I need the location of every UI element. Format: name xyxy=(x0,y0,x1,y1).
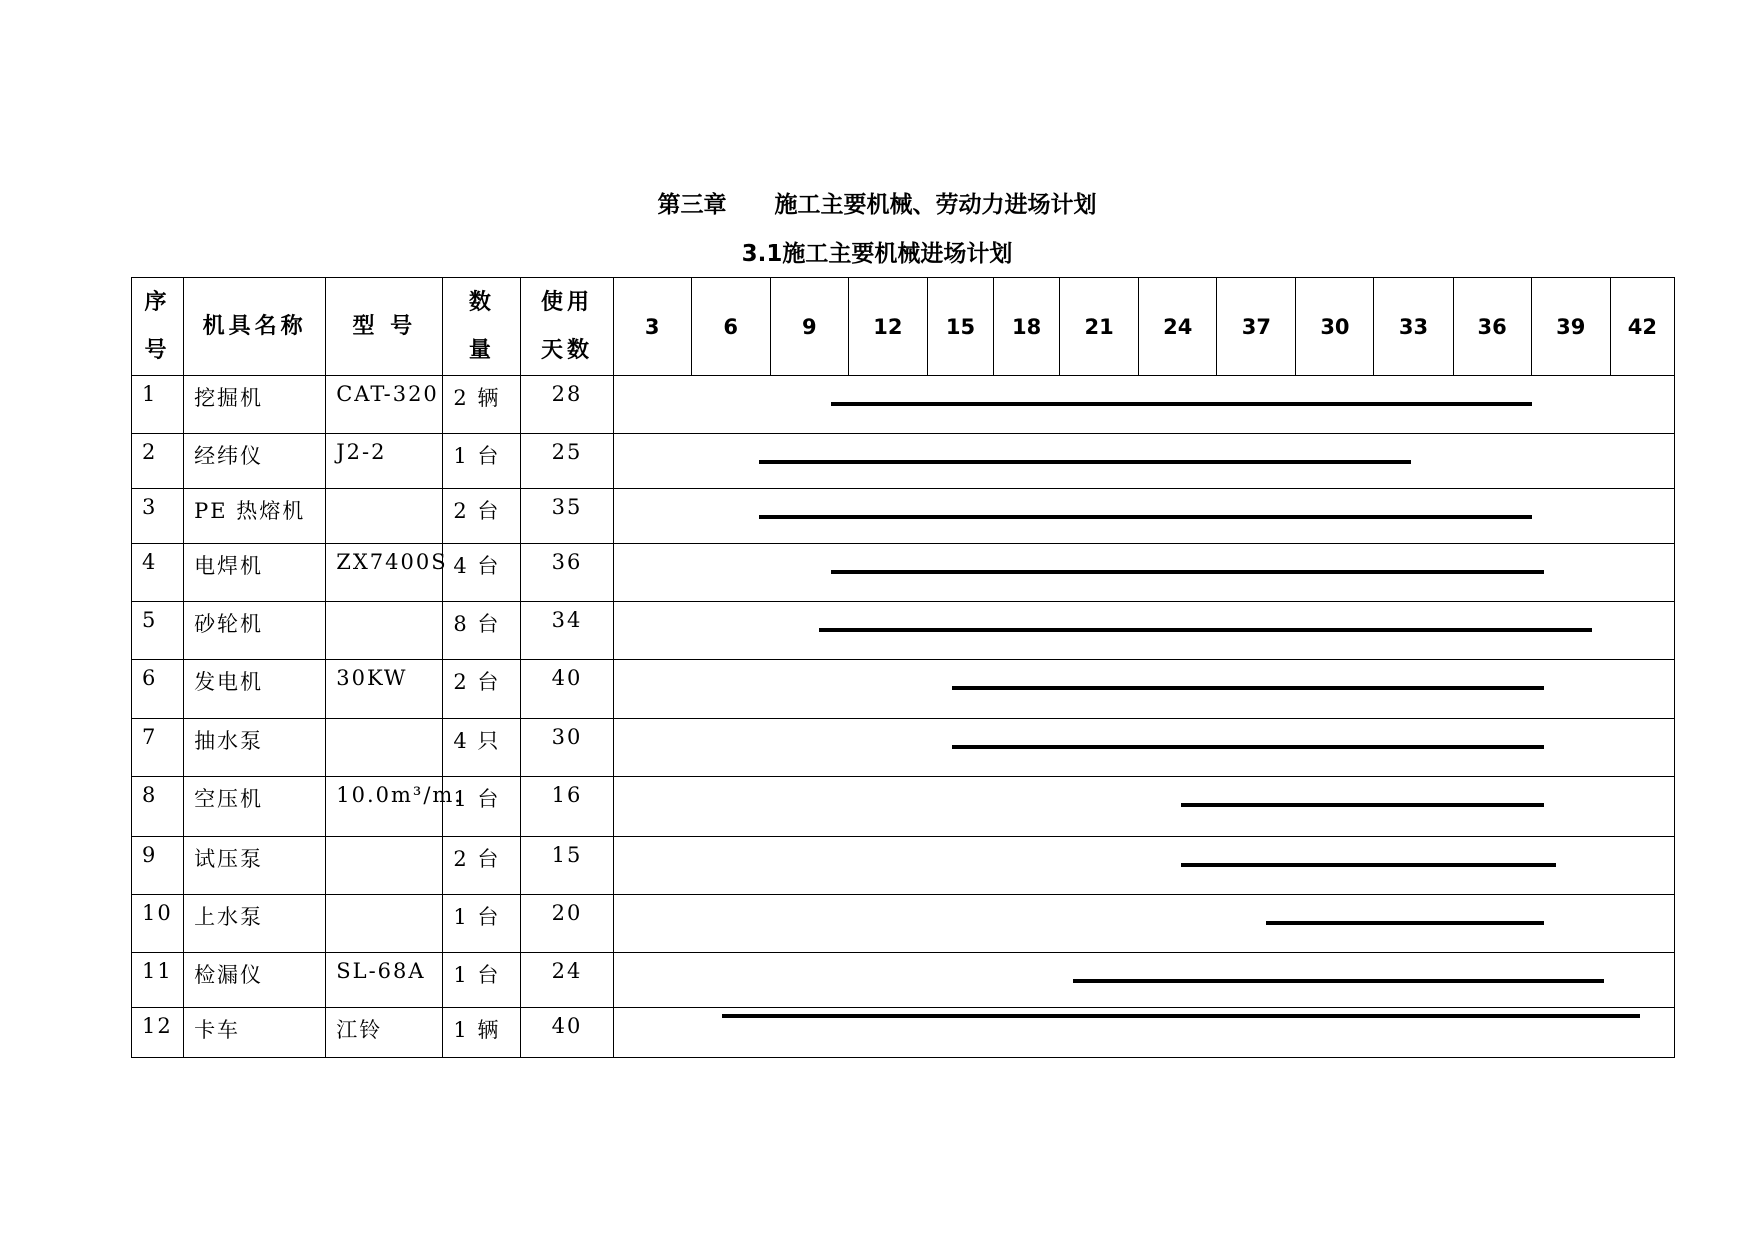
schedule-chart-cell xyxy=(613,895,1674,953)
machine-name: 挖掘机 xyxy=(184,376,326,434)
machine-name: 空压机 xyxy=(184,777,326,837)
schedule-bar xyxy=(1073,979,1605,983)
table-row xyxy=(132,837,1675,895)
machine-qty: 1 台 xyxy=(443,895,521,953)
machine-qty: 2 辆 xyxy=(443,376,521,434)
machine-model xyxy=(326,719,443,777)
day-col-header: 24 xyxy=(1139,278,1217,376)
schedule-bar xyxy=(722,1014,1640,1018)
chapter-heading: 施工主要机械、劳动力进场计划 xyxy=(774,192,1097,218)
usage-days: 34 xyxy=(521,602,613,660)
machine-name: 电焊机 xyxy=(184,544,326,602)
machine-model: 30KW xyxy=(326,660,443,719)
section-title: 3.1施工主要机械进场计划 xyxy=(741,241,1013,267)
machine-model xyxy=(326,837,443,895)
schedule-chart-cell xyxy=(613,376,1674,434)
table-row xyxy=(132,544,1675,602)
schedule-bar xyxy=(952,745,1544,749)
row-number: 10 xyxy=(132,895,184,953)
machine-model: 10.0m³/m. xyxy=(326,777,443,837)
table-row xyxy=(132,719,1675,777)
day-col-header: 15 xyxy=(927,278,993,376)
row-number: 3 xyxy=(132,489,184,544)
usage-days: 25 xyxy=(521,434,613,489)
usage-days: 40 xyxy=(521,1008,613,1058)
schedule-bar xyxy=(831,402,1532,406)
row-number: 11 xyxy=(132,953,184,1008)
usage-days: 40 xyxy=(521,660,613,719)
usage-days: 24 xyxy=(521,953,613,1008)
usage-days: 15 xyxy=(521,837,613,895)
chapter-number: 第三章 xyxy=(657,192,727,218)
machine-model xyxy=(326,602,443,660)
schedule-chart-cell xyxy=(613,602,1674,660)
header-row xyxy=(132,278,1675,376)
schedule-chart-cell xyxy=(613,777,1674,837)
machine-name: 砂轮机 xyxy=(184,602,326,660)
usage-days: 16 xyxy=(521,777,613,837)
schedule-chart-cell xyxy=(613,544,1674,602)
machine-name: PE 热熔机 xyxy=(184,489,326,544)
schedule-bar xyxy=(952,686,1544,690)
machine-name: 经纬仪 xyxy=(184,434,326,489)
schedule-bar xyxy=(1181,803,1543,807)
day-col-header: 18 xyxy=(994,278,1060,376)
day-col-header: 3 xyxy=(613,278,691,376)
day-col-header: 30 xyxy=(1296,278,1374,376)
schedule-chart-cell xyxy=(613,434,1674,489)
row-number: 4 xyxy=(132,544,184,602)
day-col-header: 39 xyxy=(1531,278,1610,376)
machine-model: SL-68A xyxy=(326,953,443,1008)
schedule-bar xyxy=(1181,863,1555,867)
day-col-header: 21 xyxy=(1060,278,1139,376)
usage-days: 36 xyxy=(521,544,613,602)
machine-qty: 2 台 xyxy=(443,660,521,719)
row-number: 7 xyxy=(132,719,184,777)
day-col-header: 9 xyxy=(770,278,848,376)
machine-name: 发电机 xyxy=(184,660,326,719)
machine-name: 检漏仪 xyxy=(184,953,326,1008)
machine-qty: 8 台 xyxy=(443,602,521,660)
schedule-chart-cell xyxy=(613,489,1674,544)
machine-model xyxy=(326,489,443,544)
schedule-bar xyxy=(759,460,1411,464)
machine-name: 上水泵 xyxy=(184,895,326,953)
usage-days: 28 xyxy=(521,376,613,434)
machine-qty: 4 台 xyxy=(443,544,521,602)
table-row xyxy=(132,1008,1675,1058)
table-row xyxy=(132,434,1675,489)
row-number: 1 xyxy=(132,376,184,434)
machine-model: J2-2 xyxy=(326,434,443,489)
schedule-bar xyxy=(1266,921,1544,925)
schedule-chart-cell xyxy=(613,953,1674,1008)
machine-model: CAT-320 xyxy=(326,376,443,434)
machine-name: 抽水泵 xyxy=(184,719,326,777)
machine-qty: 2 台 xyxy=(443,837,521,895)
day-col-header: 33 xyxy=(1374,278,1453,376)
table-row xyxy=(132,953,1675,1008)
header-days: 使用 天数 xyxy=(521,278,613,376)
table-row xyxy=(132,895,1675,953)
chapter-title xyxy=(0,186,1754,219)
table-row xyxy=(132,602,1675,660)
header-model: 型 号 xyxy=(326,278,443,376)
machinery-schedule-table xyxy=(131,277,1675,1058)
row-number: 8 xyxy=(132,777,184,837)
row-number: 5 xyxy=(132,602,184,660)
machine-qty: 1 台 xyxy=(443,953,521,1008)
machine-name: 卡车 xyxy=(184,1008,326,1058)
machine-model: 江铃 xyxy=(326,1008,443,1058)
usage-days: 35 xyxy=(521,489,613,544)
usage-days: 30 xyxy=(521,719,613,777)
header-qty: 数 量 xyxy=(443,278,521,376)
header-seq: 序 号 xyxy=(132,278,184,376)
row-number: 12 xyxy=(132,1008,184,1058)
schedule-chart-cell xyxy=(613,1008,1674,1058)
table-row xyxy=(132,660,1675,719)
schedule-chart-cell xyxy=(613,837,1674,895)
schedule-bar xyxy=(819,628,1592,632)
schedule-bar xyxy=(759,515,1532,519)
machine-model: ZX7400S xyxy=(326,544,443,602)
machine-qty: 1 台 xyxy=(443,777,521,837)
schedule-chart-cell xyxy=(613,719,1674,777)
day-col-header: 12 xyxy=(848,278,927,376)
row-number: 2 xyxy=(132,434,184,489)
header-name: 机具名称 xyxy=(184,278,326,376)
schedule-chart-cell xyxy=(613,660,1674,719)
machine-model xyxy=(326,895,443,953)
day-col-header: 6 xyxy=(691,278,770,376)
usage-days: 20 xyxy=(521,895,613,953)
table-row xyxy=(132,489,1675,544)
schedule-bar xyxy=(831,570,1544,574)
machine-qty: 2 台 xyxy=(443,489,521,544)
machine-qty: 1 台 xyxy=(443,434,521,489)
machine-name: 试压泵 xyxy=(184,837,326,895)
row-number: 9 xyxy=(132,837,184,895)
machine-qty: 1 辆 xyxy=(443,1008,521,1058)
table-row xyxy=(132,777,1675,837)
table-row xyxy=(132,376,1675,434)
day-col-header: 36 xyxy=(1453,278,1531,376)
machine-qty: 4 只 xyxy=(443,719,521,777)
day-col-header: 42 xyxy=(1610,278,1674,376)
day-col-header: 37 xyxy=(1217,278,1296,376)
row-number: 6 xyxy=(132,660,184,719)
